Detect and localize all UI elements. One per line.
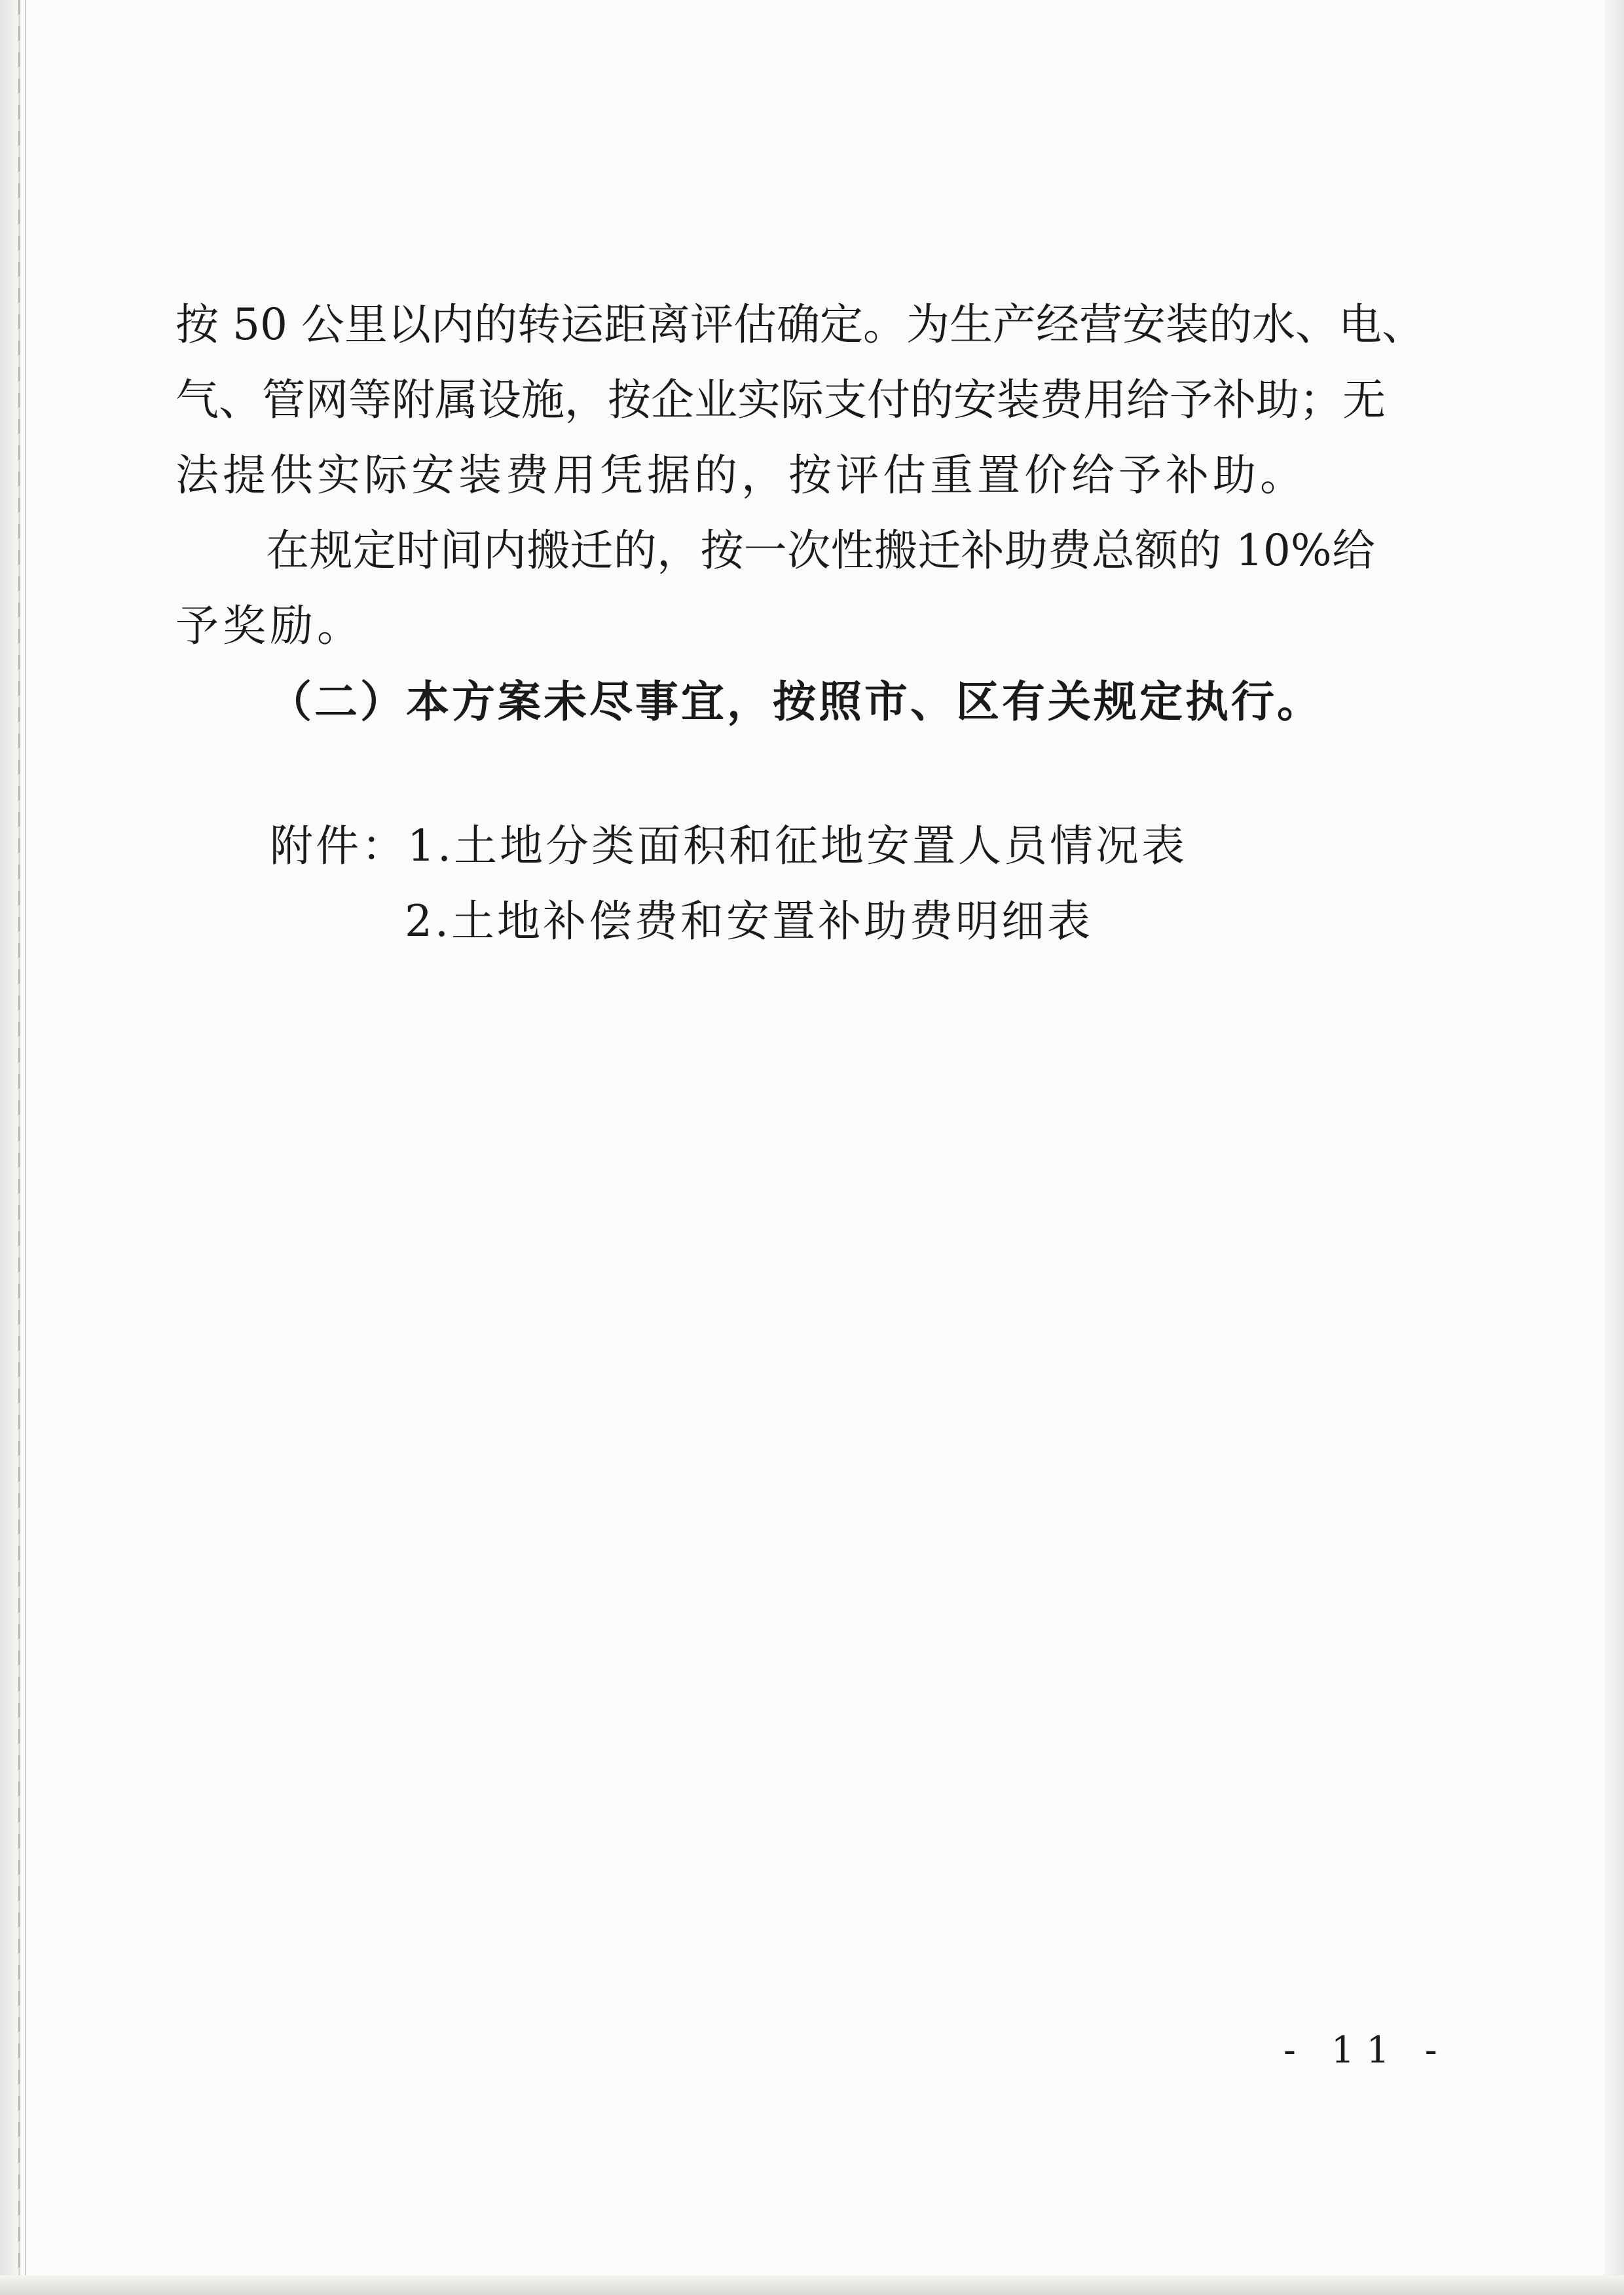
scan-left-edge bbox=[0, 0, 26, 2295]
page-number: - 11 - bbox=[1283, 2029, 1449, 2072]
paragraph1-line2: 气、管网等附属设施，按企业实际支付的安装费用给予补助；无 bbox=[175, 375, 1386, 425]
scan-right-edge bbox=[1604, 0, 1624, 2295]
paragraph2-line1: 在规定时间内搬迁的，按一次性搬迁补助费总额的 10%给 bbox=[266, 525, 1375, 576]
section-heading: （二）本方案未尽事宜，按照市、区有关规定执行。 bbox=[268, 676, 1323, 727]
perforation-line bbox=[18, 0, 20, 2295]
attachment-item-1: 附件：1.土地分类面积和征地安置人员情况表 bbox=[270, 821, 1187, 871]
scan-bottom-edge bbox=[0, 2275, 1624, 2295]
paragraph1-line1: 按 50 公里以内的转运距离评估确定。为生产经营安装的水、电、 bbox=[175, 299, 1425, 350]
paragraph1-line3: 法提供实际安装费用凭据的，按评估重置价给予补助。 bbox=[175, 450, 1307, 500]
attachment-item-2: 2.土地补偿费和安置补助费明细表 bbox=[405, 896, 1093, 946]
paragraph2-line2: 予奖励。 bbox=[175, 601, 364, 651]
